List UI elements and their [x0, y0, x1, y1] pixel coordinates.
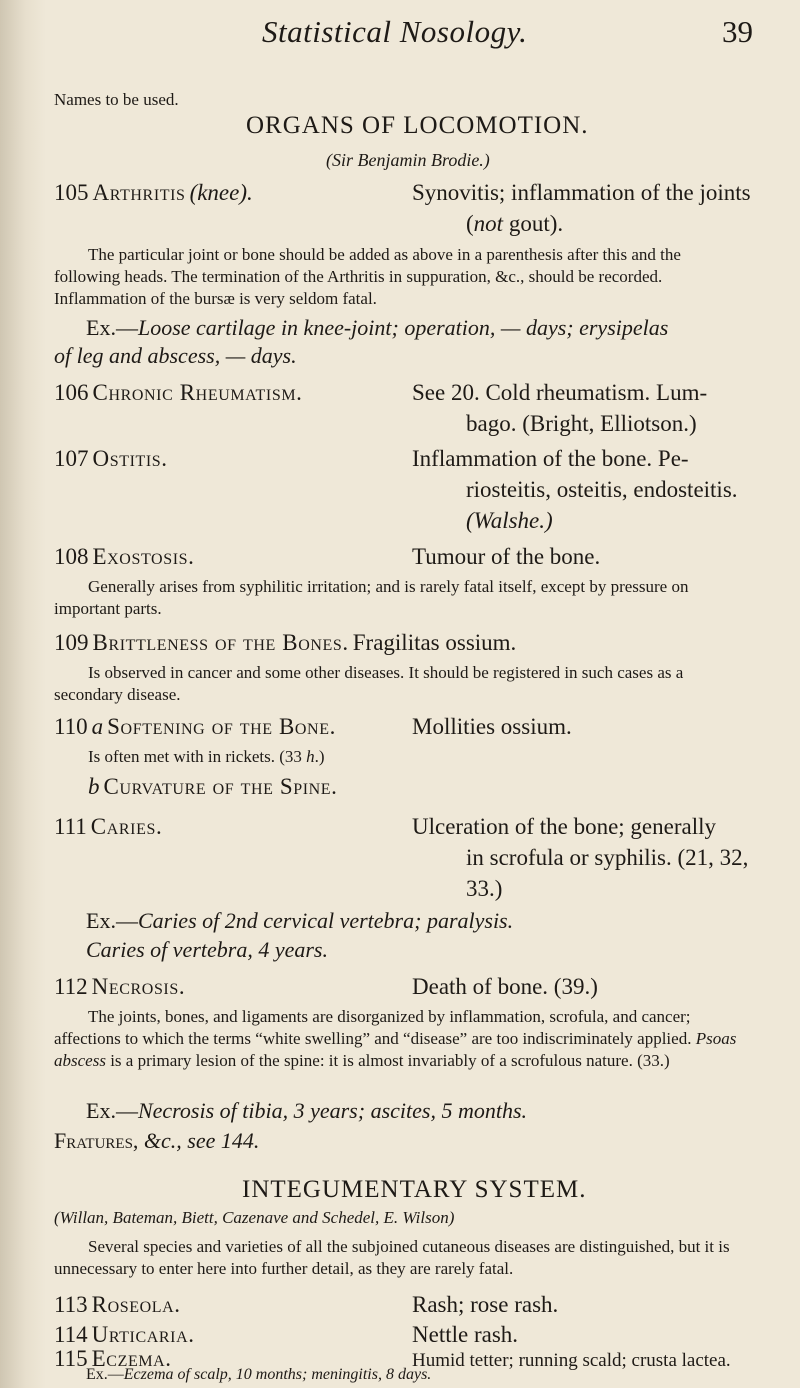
entry-111-example-line2: Caries of vertebra, 4 years.	[86, 937, 328, 962]
entry-110a-definition: Mollities ossium.	[412, 714, 572, 739]
entry-number: 108	[54, 544, 89, 569]
entry-term: Curvature of the Spine.	[103, 774, 338, 799]
entry-105-note: The particular joint or bone should be added as above in a parenthesis after this and the following heads. The termination of the Arthritis in suppuration, &c., should be recorded. Inflammation of the bursæ is very seldom fatal.	[54, 245, 681, 308]
entry-111-heading	[54, 814, 162, 840]
entry-definition: Fragilitas ossium.	[352, 630, 517, 655]
entry-number: 106	[54, 380, 89, 405]
page-number: 39	[722, 14, 753, 49]
section-title-integumentary: INTEGUMENTARY SYSTEM.	[242, 1176, 587, 1203]
entry-term: Ostitis.	[92, 446, 168, 471]
entry-term: Brittleness of the Bones.	[92, 630, 349, 655]
running-title: Statistical Nosology.	[262, 14, 528, 49]
entry-110b-heading	[88, 774, 338, 800]
entry-112-example: Ex.—Necrosis of tibia, 3 years; ascites, 5 months.	[86, 1098, 528, 1123]
entry-109-note: Is observed in cancer and some other diseases. It should be registered in such cases as a secondary disease.	[54, 663, 684, 704]
entry-number: 111	[54, 814, 87, 839]
entry-term: Caries.	[90, 814, 163, 839]
entry-term: Chronic Rheumatism.	[92, 380, 303, 405]
entry-111-definition-line2: in scrofula or syphilis. (21, 32,	[466, 845, 749, 870]
entry-113-definition: Rash; rose rash.	[412, 1292, 559, 1317]
entry-number: 107	[54, 446, 89, 471]
entry-114-heading	[54, 1322, 195, 1348]
entry-letter: b	[88, 774, 100, 799]
entry-105-definition-line2: (not gout).	[466, 211, 564, 236]
entry-109-heading	[54, 630, 516, 656]
entry-term: Softening of the Bone.	[107, 714, 336, 739]
entry-114-definition: Nettle rash.	[412, 1322, 519, 1347]
entry-110a-heading	[54, 714, 336, 740]
entry-number: 109	[54, 630, 89, 655]
entry-115-definition-line1: Humid tetter; running scald; crusta lactea.	[412, 1350, 731, 1371]
entry-115-example: Ex.—Eczema of scalp, 10 months; meningitis, 8 days.	[86, 1366, 432, 1383]
entry-term: Necrosis.	[91, 974, 186, 999]
entry-105-example-line1: Ex.—Loose cartilage in knee-joint; operation, — days; erysipelas	[86, 315, 669, 340]
entry-106-heading	[54, 380, 303, 406]
page-gutter-shadow	[0, 0, 46, 1388]
entry-number: 114	[54, 1322, 88, 1347]
entry-112-note: The joints, bones, and ligaments are disorganized by inflammation, scrofula, and cancer; affections to which the terms “white swelling” and “disease” are too indiscriminately applied. Psoas abscess is a primary lesion of the spine: it is almost invariably of a scrofulous nature. (33.)	[54, 1007, 737, 1070]
entry-letter: a	[91, 714, 104, 739]
entry-111-definition-line1: Ulceration of the bone; generally	[412, 814, 716, 839]
entry-term: Exostosis.	[92, 544, 195, 569]
entry-105-example-line2: of leg and abscess, — days.	[54, 343, 297, 368]
entry-term: Urticaria.	[91, 1322, 195, 1347]
entry-number: 112	[54, 974, 88, 999]
entry-112-definition: Death of bone. (39.)	[412, 974, 598, 999]
entry-term: Roseola.	[91, 1292, 181, 1317]
entry-number: 110	[54, 714, 88, 739]
entry-108-definition: Tumour of the bone.	[412, 544, 601, 569]
entry-number: 115	[54, 1346, 88, 1371]
entry-108-note: Generally arises from syphilitic irritation; and is rarely fatal itself, except by pressure on important parts.	[54, 577, 689, 618]
section-authority-integumentary: (Willan, Bateman, Biett, Cazenave and Schedel, E. Wilson)	[54, 1208, 455, 1227]
names-note: Names to be used.	[54, 90, 179, 109]
entry-111-definition-line3: 33.)	[466, 876, 503, 901]
section-title-locomotion: ORGANS OF LOCOMOTION.	[246, 112, 589, 139]
entry-107-heading	[54, 446, 168, 472]
integumentary-note: Several species and varieties of all the subjoined cutaneous diseases are distinguished, but it is unnecessary to enter here into further detail, as they are rarely fatal.	[54, 1237, 730, 1278]
entry-106-definition-line2: bago. (Bright, Elliotson.)	[466, 411, 697, 436]
entry-112-heading	[54, 974, 185, 1000]
entry-105-definition-line1: Synovitis; inflammation of the joints	[412, 180, 751, 205]
section-authority-locomotion: (Sir Benjamin Brodie.)	[326, 150, 490, 170]
entry-107-definition-line1: Inflammation of the bone. Pe-	[412, 446, 689, 471]
entry-qualifier: (knee).	[189, 180, 253, 205]
entry-106-definition-line1: See 20. Cold rheumatism. Lum-	[412, 380, 708, 405]
entry-term: Eczema.	[91, 1346, 172, 1371]
entry-number: 113	[54, 1292, 88, 1317]
entry-111-example-line1: Ex.—Caries of 2nd cervical vertebra; paralysis.	[86, 908, 514, 933]
entry-113-heading	[54, 1292, 181, 1318]
entry-105-heading	[54, 180, 253, 206]
entry-number: 105	[54, 180, 89, 205]
entry-110a-note: Is often met with in rickets. (33 h.)	[88, 747, 325, 766]
fractures-cross-reference: Fratures, &c., see 144.	[54, 1128, 260, 1153]
entry-107-definition-line3: (Walshe.)	[466, 508, 553, 533]
entry-term: Arthritis	[92, 180, 186, 205]
entry-107-definition-line2: riosteitis, osteitis, endosteitis.	[466, 477, 738, 502]
entry-108-heading	[54, 544, 194, 570]
